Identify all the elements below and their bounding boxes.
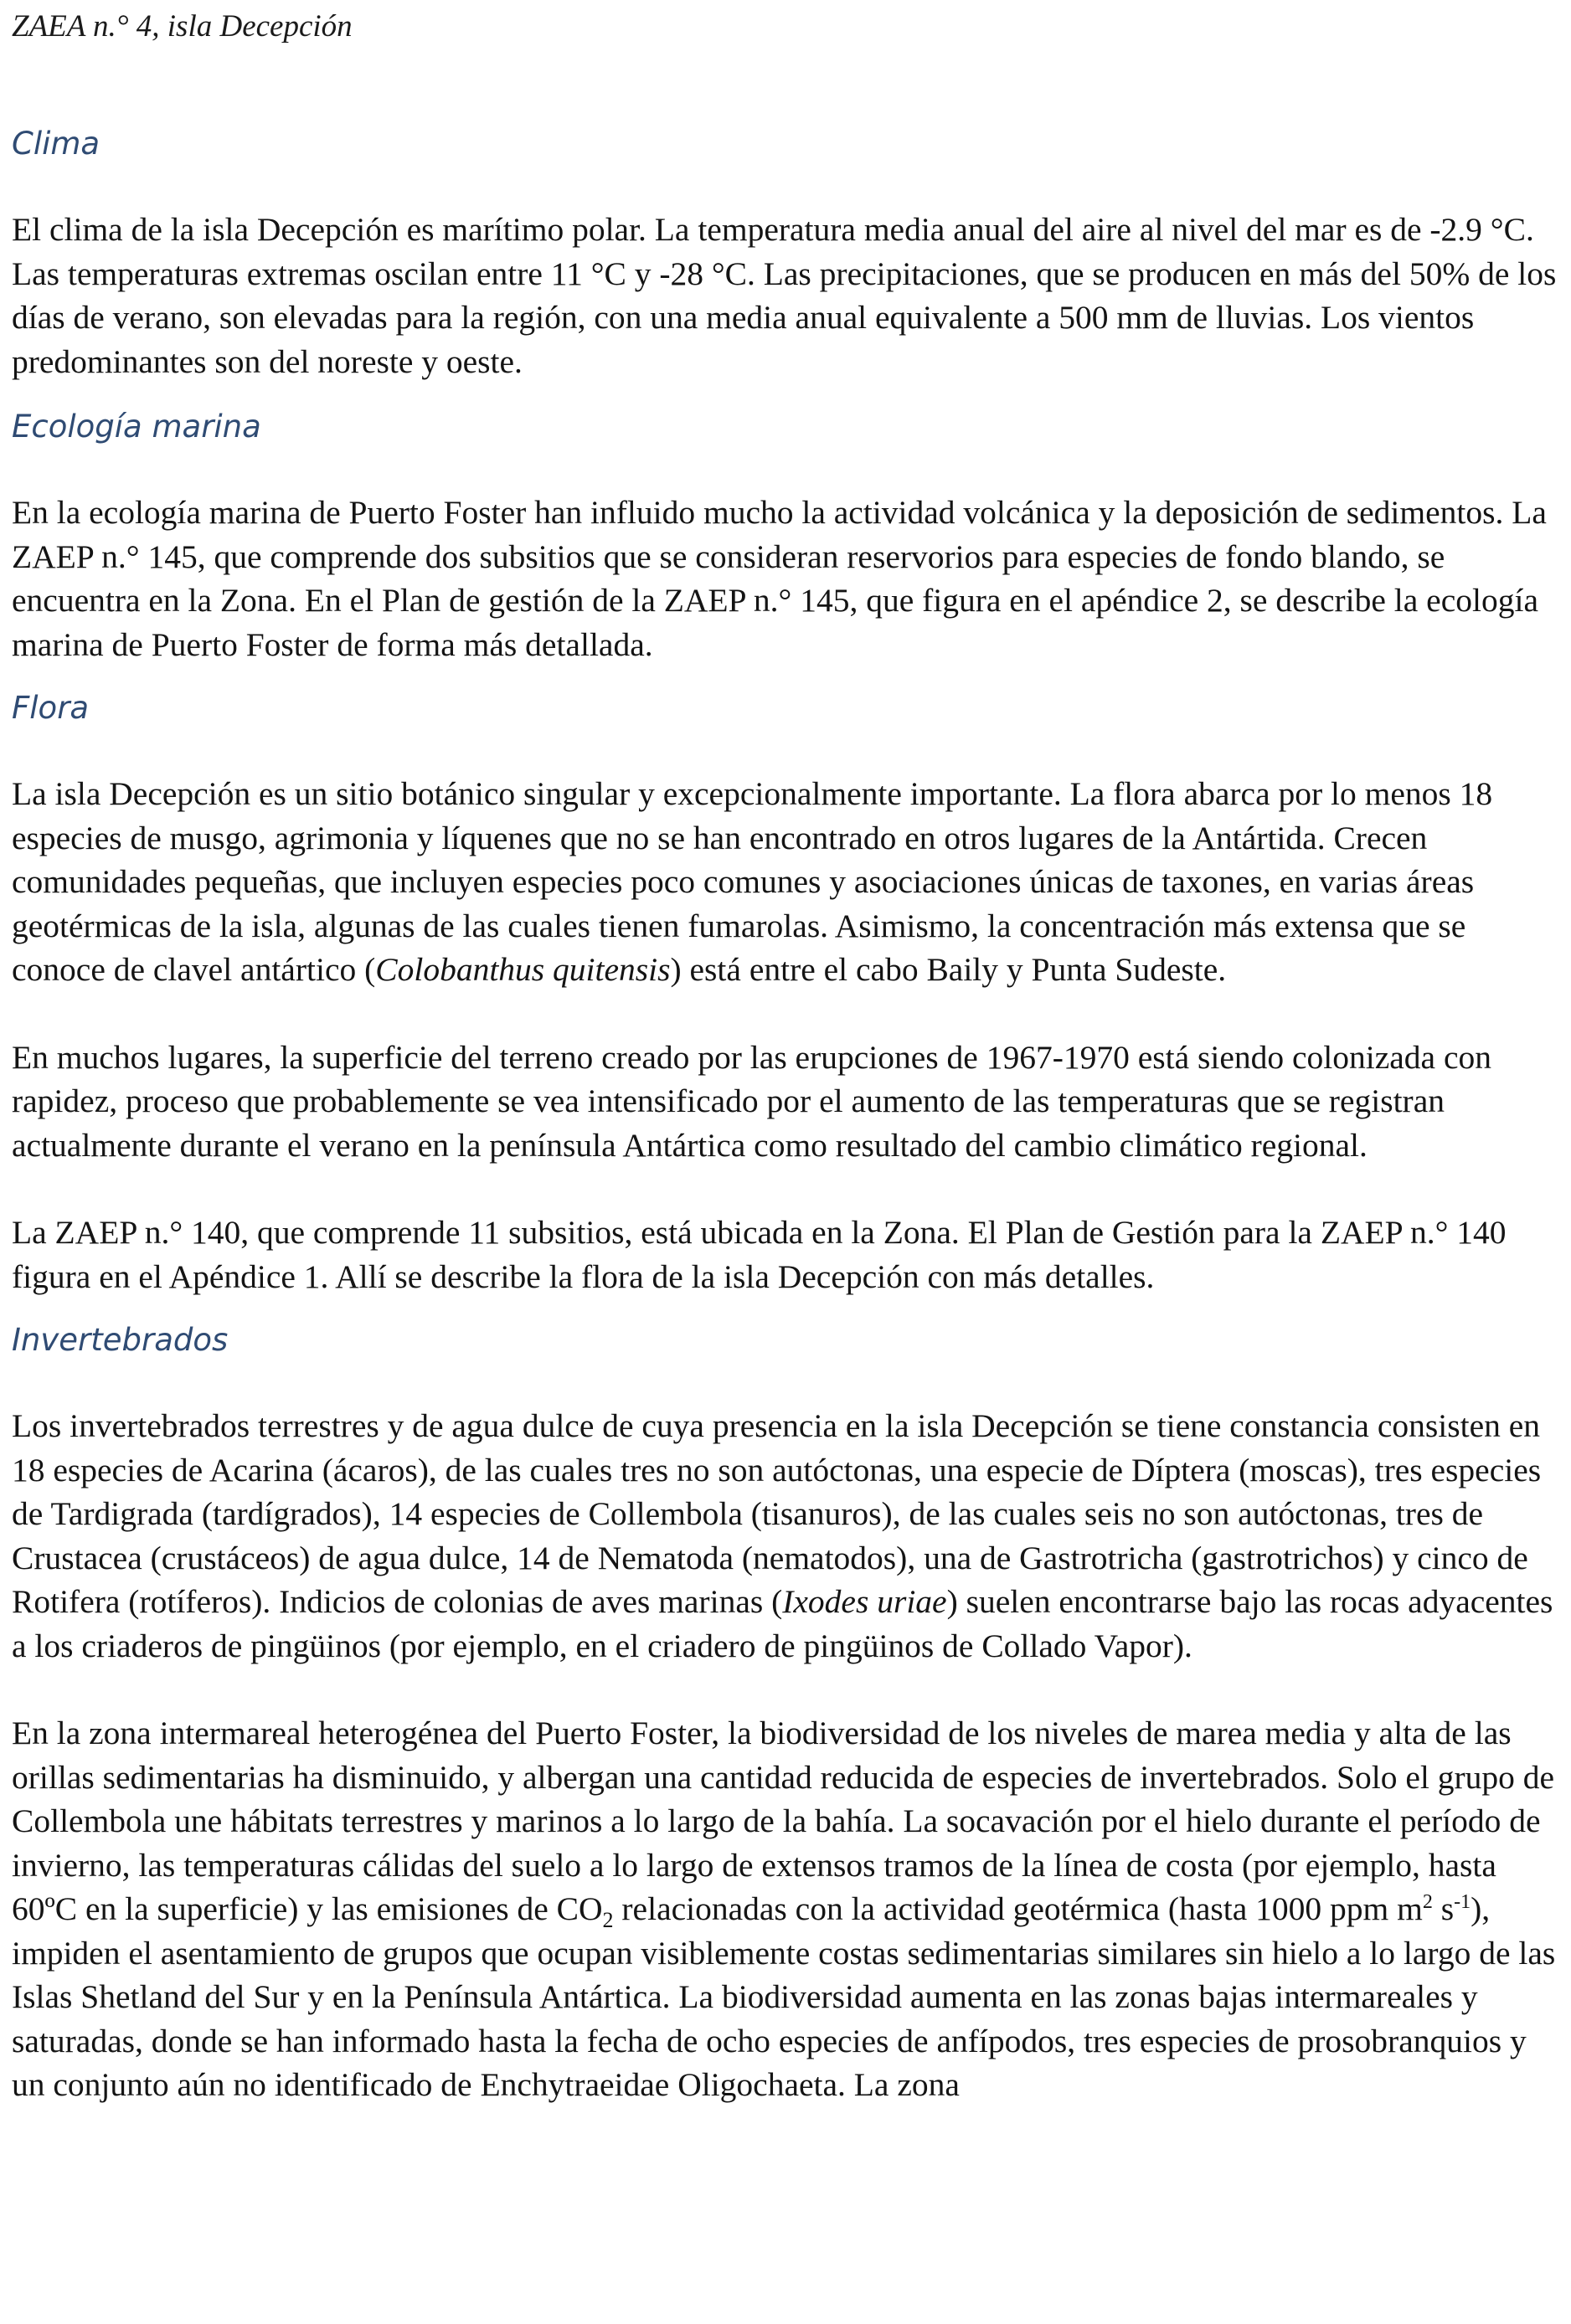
heading-invertebrados: Invertebrados — [12, 1322, 229, 1358]
s-1-superscript: -1 — [1454, 1890, 1471, 1913]
invert-p2-text-a: En la zona intermareal heterogénea del Puerto Foster, la biodiversidad de los niveles de marea media y alta de las orillas sedimentarias ha disminuido, y albergan una cantidad reducida de especies de invertebrados. Solo el grupo de Collembola une hábitats terrestres y marinos a lo largo de la bahía. La socavación por el hielo durante el período de invierno, las temperaturas cálidas del suelo a lo largo de extensos tramos de la línea de costa (por ejemplo, hasta 60ºC en la superficie) y las emisiones de CO — [12, 1715, 1555, 1927]
flora-p1-text-b: ) está entre el cabo Baily y Punta Sudeste. — [670, 951, 1227, 988]
document-page — [12, 0, 1561, 2107]
flora-p1-text-a: La isla Decepción es un sitio botánico singular y excepcionalmente importante. La flora abarca por lo menos 18 especies de musgo, agrimonia y líquenes que no se han encontrado en otros lugares de la Antártida. Crecen comunidades pequeñas, que incluyen especies poco comunes y asociaciones únicas de taxones, en varias áreas geotérmicas de la isla, algunas de las cuales tienen fumarolas. Asimismo, la concentración más extensa que se conoce de clavel antártico ( — [12, 775, 1493, 988]
invertebrados-paragraph-2 — [12, 1711, 1561, 2107]
species-colobanthus: Colobanthus quitensis — [375, 951, 671, 988]
invert-p2-text-b: relacionadas con la actividad geotérmica (hasta 1000 ppm m — [613, 1890, 1423, 1927]
heading-ecologia-marina: Ecología marina — [12, 409, 261, 445]
ecologia-paragraph: En la ecología marina de Puerto Foster han influido mucho la actividad volcánica y la deposición de sedimentos. La ZAEP n.° 145, que comprende dos subsitios que se consideran reservorios para especies de fondo blando, se encuentra en la Zona. En el Plan de gestión de la ZAEP n.° 145, que figura en el apéndice 2, se describe la ecología marina de Puerto Foster de forma más detallada. — [12, 494, 1547, 663]
heading-flora: Flora — [12, 690, 90, 726]
invertebrados-paragraph-1 — [12, 1404, 1561, 1668]
flora-paragraph-1 — [12, 772, 1561, 992]
running-header: ZAEA n.° 4, isla Decepción — [12, 9, 353, 44]
m2-superscript: 2 — [1422, 1890, 1433, 1913]
co2-subscript: 2 — [602, 1907, 614, 1932]
heading-clima: Clima — [12, 126, 100, 162]
clima-paragraph: El clima de la isla Decepción es marítimo polar. La temperatura media anual del aire al nivel del mar es de -2.9 °C. Las temperaturas extremas oscilan entre 11 °C y -28 °C. Las precipitaciones, que se producen en más del 50% de los días de verano, son elevadas para la región, con una media anual equivalente a 500 mm de lluvias. Los vientos predominantes son del noreste y oeste. — [12, 211, 1557, 380]
flora-paragraph-3: La ZAEP n.° 140, que comprende 11 subsitios, está ubicada en la Zona. El Plan de Gestión para la ZAEP n.° 140 figura en el Apéndice 1. Allí se describe la flora de la isla Decepción con más detalles. — [12, 1214, 1507, 1295]
invert-p2-text-c: s — [1432, 1890, 1455, 1927]
invert-p1-text-a: Los invertebrados terrestres y de agua dulce de cuya presencia en la isla Decepción se tiene constancia consisten en 18 especies de Acarina (ácaros), de las cuales tres no son autóctonas, una especie de Díptera (moscas), tres especies de Tardigrada (tardígrados), 14 especies de Collembola (tisanuros), de las cuales seis no son autóctonas, tres de Crustacea (crustáceos) de agua dulce, 14 de Nematoda (nematodos), una de Gastrotricha (gastrotrichos) y cinco de Rotifera (rotíferos). Indicios de colonias de aves marinas ( — [12, 1407, 1542, 1620]
invert-p1-text-b: ) suelen encontrarse bajo las rocas adyacentes a los criaderos de pingüinos (por ejemplo, en el criadero de pingüinos de Collado Vapor). — [12, 1583, 1553, 1664]
flora-paragraph-2: En muchos lugares, la superficie del terreno creado por las erupciones de 1967-1970 está siendo colonizada con rapidez, proceso que probablemente se vea intensificado por el aumento de las temperaturas que se registran actualmente durante el verano en la península Antártica como resultado del cambio climático regional. — [12, 1038, 1491, 1164]
invert-p2-text-d: ), impiden el asentamiento de grupos que ocupan visiblemente costas sedimentarias similares sin hielo a lo largo de las Islas Shetland del Sur y en la Península Antártica. La biodiversidad aumenta en las zonas bajas intermareales y saturadas, donde se han informado hasta la fecha de ocho especies de anfípodos, tres especies de prosobranquios y un conjunto aún no identificado de Enchytraeidae Oligochaeta. La zona — [12, 1890, 1556, 2103]
species-ixodes: Ixodes uriae — [782, 1583, 947, 1620]
